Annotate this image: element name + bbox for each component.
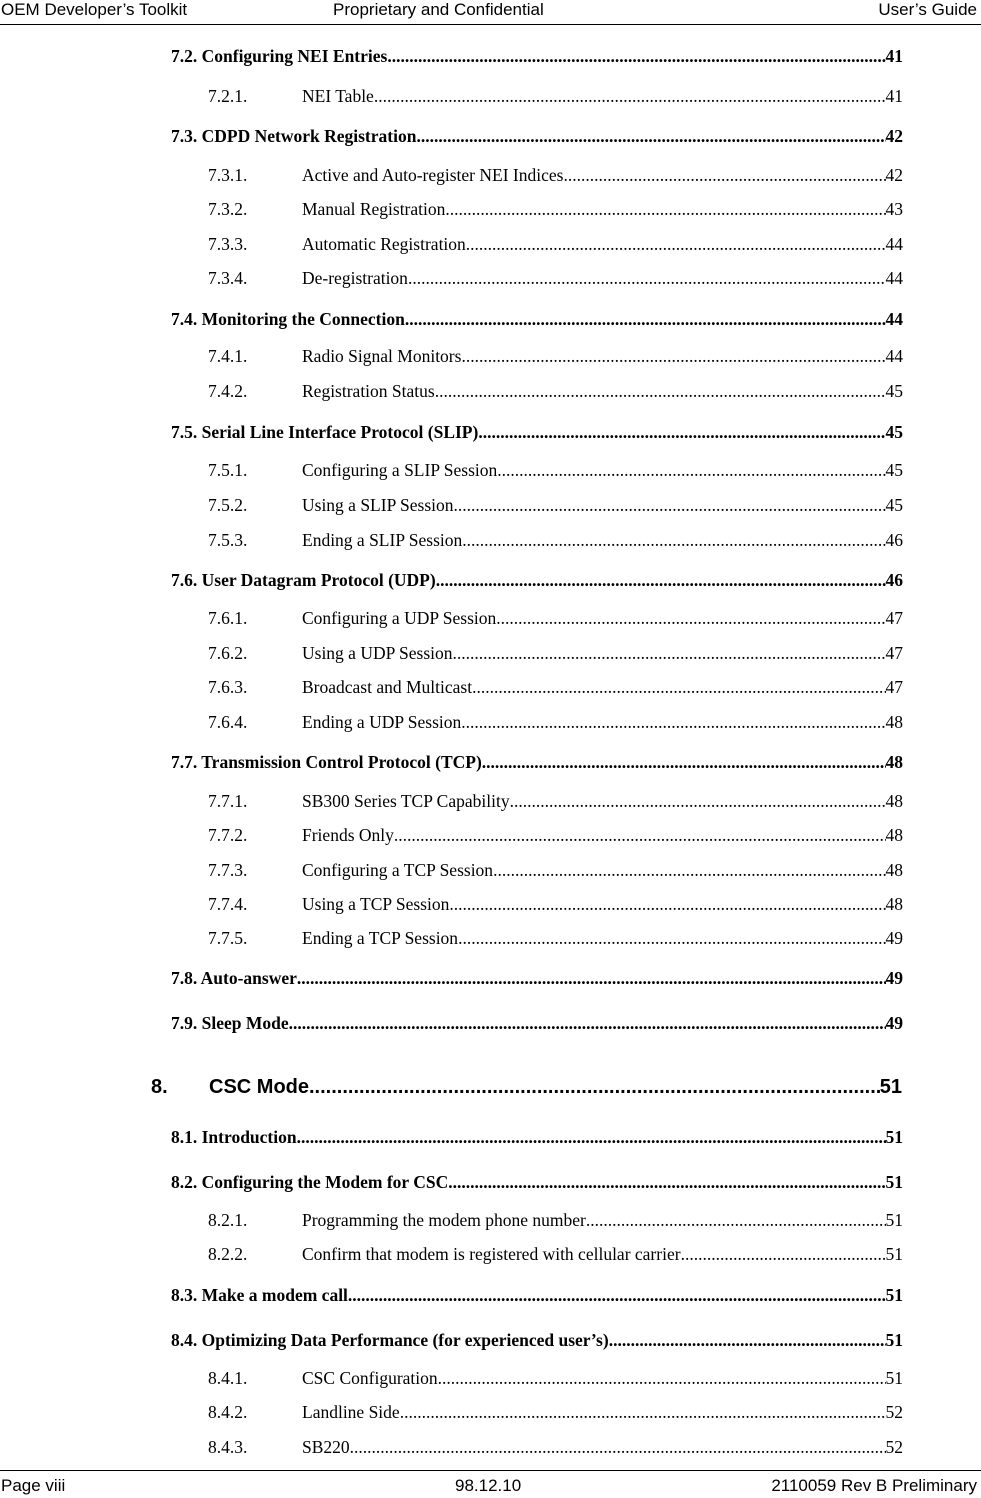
toc-dot-leader xyxy=(394,824,886,846)
toc-entry-number: 8.4.3. xyxy=(208,1437,248,1457)
toc-subsection-entry[interactable] xyxy=(208,1243,903,1265)
toc-entry-title: Active and Auto-register NEI Indices xyxy=(302,165,564,185)
toc-entry-number: 7.7.2. xyxy=(208,825,248,845)
toc-dot-leader xyxy=(461,345,885,367)
toc-entry-page: 41 xyxy=(885,86,903,106)
toc-entry-title: 8.2. Configuring the Modem for CSC xyxy=(171,1172,449,1192)
toc-entry-number: 7.4.2. xyxy=(208,381,248,401)
toc-entry-title: Registration Status xyxy=(302,381,435,401)
toc-entry-title: Broadcast and Multicast xyxy=(302,677,473,697)
toc-entry-page: 49 xyxy=(885,968,903,988)
toc-entry-title: 7.9. Sleep Mode xyxy=(171,1013,289,1033)
toc-entry-title: Configuring a SLIP Session xyxy=(302,460,498,480)
toc-entry-title: Landline Side xyxy=(302,1402,400,1422)
toc-entry-page: 48 xyxy=(885,712,903,732)
toc-subsection-entry[interactable] xyxy=(208,642,903,664)
toc-entry-title: CSC Mode xyxy=(209,1076,309,1098)
toc-subsection-entry[interactable] xyxy=(208,459,903,481)
toc-subsection-entry[interactable] xyxy=(208,198,903,220)
toc-entry-number: 7.5.1. xyxy=(208,460,248,480)
toc-dot-leader xyxy=(461,711,885,733)
toc-section-entry[interactable] xyxy=(171,751,903,773)
toc-entry-page: 51 xyxy=(885,1244,903,1264)
toc-entry-title: Ending a UDP Session xyxy=(302,712,462,732)
toc-section-entry[interactable] xyxy=(171,308,903,330)
toc-entry-page: 51 xyxy=(885,1172,903,1192)
toc-entry-page: 44 xyxy=(885,234,903,254)
toc-entry-title: 7.6. User Datagram Protocol (UDP) xyxy=(171,570,436,590)
toc-entry-number: 7.3.3. xyxy=(208,234,248,254)
toc-entry-page: 47 xyxy=(885,677,903,697)
toc-subsection-entry[interactable] xyxy=(208,1367,903,1389)
toc-dot-leader xyxy=(449,893,885,915)
toc-entry-number: 7.7.3. xyxy=(208,860,248,880)
toc-entry-page: 44 xyxy=(885,268,903,288)
toc-entry-number: 7.7.5. xyxy=(208,928,248,948)
toc-dot-leader xyxy=(408,267,886,289)
toc-entry-title: Programming the modem phone number xyxy=(302,1210,586,1230)
toc-entry-title: Confirm that modem is registered with cellular carrier xyxy=(302,1244,681,1264)
toc-subsection-entry[interactable] xyxy=(208,494,903,516)
toc-entry-title: 8.3. Make a modem call xyxy=(171,1285,348,1305)
page-footer xyxy=(0,1470,981,1498)
toc-dot-leader xyxy=(416,125,885,147)
toc-entry-page: 49 xyxy=(885,928,903,948)
toc-dot-leader xyxy=(493,859,885,881)
toc-dot-leader xyxy=(454,494,886,516)
toc-entry-title: 7.8. Auto-answer xyxy=(171,968,297,988)
toc-subsection-entry[interactable] xyxy=(208,676,903,698)
toc-entry-title: Using a TCP Session xyxy=(302,894,450,914)
toc-subsection-entry[interactable] xyxy=(208,1209,903,1231)
toc-dot-leader xyxy=(458,927,885,949)
toc-dot-leader xyxy=(297,967,886,989)
toc-dot-leader xyxy=(348,1284,886,1306)
toc-entry-title: Radio Signal Monitors xyxy=(302,346,462,366)
toc-entry-page: 48 xyxy=(885,825,903,845)
toc-entry-page: 51 xyxy=(885,1285,903,1305)
toc-entry-title: 8.1. Introduction xyxy=(171,1127,297,1147)
toc-entry-page: 48 xyxy=(885,894,903,914)
toc-dot-leader xyxy=(436,569,886,591)
toc-dot-leader xyxy=(400,1401,886,1423)
toc-entry-page: 51 xyxy=(885,1210,903,1230)
toc-entry-number: 7.6.2. xyxy=(208,643,248,663)
toc-entry-page: 45 xyxy=(885,381,903,401)
toc-entry-number: 7.6.4. xyxy=(208,712,248,732)
toc-entry-page: 42 xyxy=(885,126,903,146)
toc-entry-page: 45 xyxy=(885,495,903,515)
toc-entry-title: 7.2. Configuring NEI Entries xyxy=(171,46,388,66)
header-left-text: OEM Developer’s Toolkit xyxy=(1,0,188,19)
toc-section-entry[interactable] xyxy=(171,1329,903,1351)
toc-entry-title: 7.4. Monitoring the Connection xyxy=(171,309,405,329)
toc-entry-title: SB220 xyxy=(302,1437,350,1457)
toc-entry-number: 7.4.1. xyxy=(208,346,248,366)
toc-section-entry[interactable] xyxy=(171,1171,903,1193)
toc-entry-number: 7.6.3. xyxy=(208,677,248,697)
toc-entry-page: 51 xyxy=(885,1330,903,1350)
toc-dot-leader xyxy=(448,1171,885,1193)
toc-dot-leader xyxy=(586,1209,886,1231)
toc-entry-title: Friends Only xyxy=(302,825,394,845)
toc-dot-leader xyxy=(609,1329,886,1351)
toc-section-entry[interactable] xyxy=(171,421,903,443)
toc-subsection-entry[interactable] xyxy=(208,927,903,949)
toc-entry-title: Configuring a UDP Session xyxy=(302,608,497,628)
toc-section-entry[interactable] xyxy=(171,569,903,591)
toc-entry-title: Using a UDP Session xyxy=(302,643,453,663)
toc-entry-title: CSC Configuration xyxy=(302,1368,438,1388)
toc-entry-page: 46 xyxy=(885,570,903,590)
toc-subsection-entry[interactable] xyxy=(208,893,903,915)
toc-entry-title: NEI Table xyxy=(302,86,374,106)
toc-entry-title: Configuring a TCP Session xyxy=(302,860,494,880)
toc-dot-leader xyxy=(374,85,886,107)
toc-entry-number: 7.5.3. xyxy=(208,530,248,550)
toc-dot-leader xyxy=(350,1436,886,1458)
toc-subsection-entry[interactable] xyxy=(208,824,903,846)
toc-entry-number: 8.2.1. xyxy=(208,1210,248,1230)
toc-entry-page: 51 xyxy=(885,1368,903,1388)
toc-entry-page: 47 xyxy=(885,608,903,628)
toc-entry-number: 8.2.2. xyxy=(208,1244,248,1264)
toc-entry-page: 47 xyxy=(885,643,903,663)
toc-entry-page: 44 xyxy=(885,346,903,366)
toc-entry-title: Using a SLIP Session xyxy=(302,495,454,515)
toc-entry-page: 51 xyxy=(879,1076,902,1098)
toc-section-entry[interactable] xyxy=(171,1012,903,1034)
toc-subsection-entry[interactable] xyxy=(208,607,903,629)
toc-section-entry[interactable] xyxy=(171,125,903,147)
footer-date: 98.12.10 xyxy=(455,1476,522,1495)
toc-entry-page: 41 xyxy=(885,46,903,66)
toc-section-entry[interactable] xyxy=(171,1284,903,1306)
toc-dot-leader xyxy=(445,198,885,220)
toc-entry-title: 7.5. Serial Line Interface Protocol (SLIP) xyxy=(171,422,479,442)
toc-entry-title: Manual Registration xyxy=(302,199,446,219)
toc-entry-title: 7.7. Transmission Control Protocol (TCP) xyxy=(171,752,482,772)
toc-dot-leader xyxy=(497,459,885,481)
toc-entry-number: 8. xyxy=(151,1076,168,1098)
toc-dot-leader xyxy=(438,1367,886,1389)
toc-dot-leader xyxy=(453,642,886,664)
toc-entry-number: 7.7.1. xyxy=(208,791,248,811)
toc-entry-title: Ending a TCP Session xyxy=(302,928,459,948)
toc-dot-leader xyxy=(462,529,885,551)
toc-entry-title: 7.3. CDPD Network Registration xyxy=(171,126,417,146)
toc-chapter-entry[interactable] xyxy=(151,1073,902,1101)
toc-subsection-entry[interactable] xyxy=(208,85,903,107)
toc-entry-number: 8.4.1. xyxy=(208,1368,248,1388)
toc-subsection-entry[interactable] xyxy=(208,164,903,186)
toc-dot-leader xyxy=(435,380,886,402)
toc-dot-leader xyxy=(496,607,885,629)
toc-entry-number: 7.5.2. xyxy=(208,495,248,515)
toc-dot-leader xyxy=(478,421,885,443)
toc-dot-leader xyxy=(309,1073,880,1101)
toc-entry-page: 52 xyxy=(885,1437,903,1457)
toc-entry-title: 8.4. Optimizing Data Performance (for experienced user’s) xyxy=(171,1330,609,1350)
toc-entry-number: 8.4.2. xyxy=(208,1402,248,1422)
toc-dot-leader xyxy=(563,164,885,186)
toc-entry-page: 45 xyxy=(885,460,903,480)
header-right-text: User’s Guide xyxy=(878,0,977,19)
toc-entry-page: 48 xyxy=(885,791,903,811)
toc-subsection-entry[interactable] xyxy=(208,233,903,255)
toc-dot-leader xyxy=(387,45,885,67)
toc-subsection-entry[interactable] xyxy=(208,267,903,289)
toc-entry-page: 43 xyxy=(885,199,903,219)
toc-entry-title: De-registration xyxy=(302,268,408,288)
toc-section-entry[interactable] xyxy=(171,967,903,989)
header-center-text: Proprietary and Confidential xyxy=(333,0,544,19)
toc-entry-page: 42 xyxy=(885,165,903,185)
toc-entry-page: 48 xyxy=(885,860,903,880)
footer-document-id: 2110059 Rev B Preliminary xyxy=(771,1476,977,1495)
toc-subsection-entry[interactable] xyxy=(208,711,903,733)
toc-dot-leader xyxy=(482,751,886,773)
toc-section-entry[interactable] xyxy=(171,45,903,67)
toc-subsection-entry[interactable] xyxy=(208,1436,903,1458)
toc-entry-title: Automatic Registration xyxy=(302,234,466,254)
toc-entry-number: 7.3.2. xyxy=(208,199,248,219)
toc-subsection-entry[interactable] xyxy=(208,345,903,367)
toc-dot-leader xyxy=(466,233,886,255)
toc-entry-page: 46 xyxy=(885,530,903,550)
toc-entry-number: 7.7.4. xyxy=(208,894,248,914)
toc-entry-title: Ending a SLIP Session xyxy=(302,530,463,550)
toc-subsection-entry[interactable] xyxy=(208,1401,903,1423)
toc-entry-number: 7.6.1. xyxy=(208,608,248,628)
toc-entry-number: 7.3.4. xyxy=(208,268,248,288)
toc-entry-page: 48 xyxy=(885,752,903,772)
toc-entry-page: 52 xyxy=(885,1402,903,1422)
toc-dot-leader xyxy=(681,1243,886,1265)
toc-entry-number: 7.3.1. xyxy=(208,165,248,185)
toc-entry-page: 51 xyxy=(885,1127,903,1147)
toc-section-entry[interactable] xyxy=(171,1126,903,1148)
toc-subsection-entry[interactable] xyxy=(208,859,903,881)
footer-page-number: Page viii xyxy=(1,1476,66,1495)
toc-dot-leader xyxy=(472,676,885,698)
toc-entry-page: 44 xyxy=(885,309,903,329)
toc-entry-title: SB300 Series TCP Capability xyxy=(302,791,510,811)
toc-entry-page: 45 xyxy=(885,422,903,442)
toc-dot-leader xyxy=(510,790,886,812)
toc-dot-leader xyxy=(297,1126,886,1148)
toc-dot-leader xyxy=(289,1012,886,1034)
toc-subsection-entry[interactable] xyxy=(208,380,903,402)
toc-dot-leader xyxy=(405,308,886,330)
toc-entry-number: 7.2.1. xyxy=(208,86,248,106)
toc-subsection-entry[interactable] xyxy=(208,790,903,812)
toc-subsection-entry[interactable] xyxy=(208,529,903,551)
toc-entry-page: 49 xyxy=(885,1013,903,1033)
